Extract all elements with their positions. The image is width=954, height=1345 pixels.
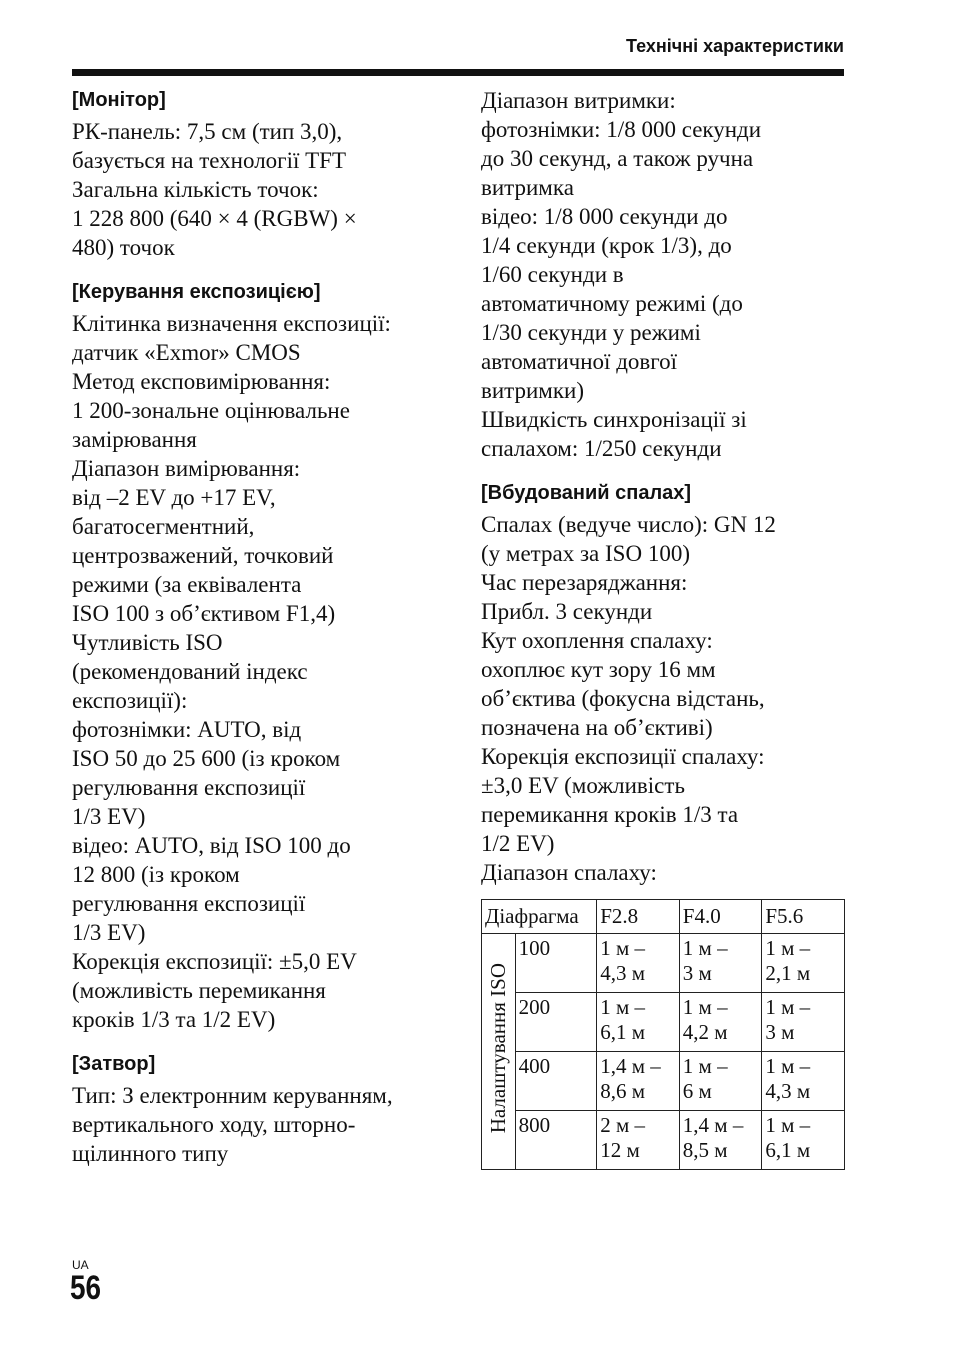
section-title-built-in-flash: [Вбудований спалах]: [481, 482, 692, 504]
header-rule: [72, 69, 844, 76]
spec-shutter-type: Тип: З електронним керуванням, вертикального ходу, шторно- щілинного типу: [72, 1083, 393, 1166]
table-cell: 1 м – 2,1 м: [762, 934, 845, 993]
table-cell: 1 м – 4,3 м: [597, 934, 680, 993]
table-iso-cell: 400: [515, 1052, 597, 1111]
table-corner-aperture: Діафрагма: [482, 900, 597, 934]
spec-shutter-speed-range: Діапазон витримки: фотознімки: 1/8 000 секунди до 30 секунд, а також ручна витримка відео: 1/8 000 секунди до 1/4 секунди (крок 1/3), до 1/60 секунди в автоматичному режимі (до 1/30 секунди у режимі автоматичної довгої витримки): [481, 88, 762, 403]
page-number: 56: [70, 1269, 102, 1307]
spec-recycle-time: Час перезаряджання: Прибл. 3 секунди: [481, 570, 688, 624]
table-row: [482, 1052, 845, 1111]
spec-flash-sync-speed: Швидкість синхронізації зі спалахом: 1/250 секунди: [481, 407, 747, 461]
table-cell: 1 м – 6 м: [679, 1052, 762, 1111]
table-cell: 1 м – 6,1 м: [762, 1111, 845, 1170]
table-cell: 1,4 м – 8,5 м: [679, 1111, 762, 1170]
section-title-exposure: [Керування експозицією]: [72, 281, 321, 303]
table-iso-cell: 800: [515, 1111, 597, 1170]
table-cell: 1 м – 6,1 м: [597, 993, 680, 1052]
spec-guide-number: Спалах (ведуче число): GN 12 (у метрах за ISO 100): [481, 512, 776, 566]
spec-exposure-compensation: Корекція експозиції: ±5,0 EV (можливість перемикання кроків 1/3 та 1/2 EV): [72, 949, 357, 1032]
spec-lcd-panel: РК-панель: 7,5 см (тип 3,0), базується на технології TFT: [72, 119, 347, 173]
spec-metering-cell: Клітинка визначення експозиції: датчик «Exmor» CMOS: [72, 311, 391, 365]
table-row-header-iso: Налаштування ISO: [482, 934, 516, 1170]
section-title-shutter: [Затвор]: [72, 1053, 156, 1075]
table-col-header: F2.8: [597, 900, 680, 934]
running-header: Технічні характеристики: [626, 36, 844, 56]
table-row: [482, 934, 845, 993]
section-title-monitor: [Монітор]: [72, 89, 166, 111]
table-col-header: F5.6: [762, 900, 845, 934]
spec-flash-compensation: Корекція експозиції спалаху: ±3,0 EV (можливість перемикання кроків 1/3 та 1/2 EV): [481, 744, 765, 856]
spec-metering-method: Метод експовимірювання: 1 200-зональне оцінювальне замірювання: [72, 369, 350, 452]
table-cell: 1 м – 3 м: [762, 993, 845, 1052]
flash-range-table: [481, 899, 845, 1170]
spec-iso-sensitivity: Чутливість ISO (рекомендований індекс експозиції): фотознімки: AUTO, від ISO 50 до 25 600 (із кроком регулювання експозиції 1/3 EV) відео: AUTO, від ISO 100 до 12 800 (із кроком регулювання експозиції 1/3 EV): [72, 630, 351, 945]
spec-flash-range-label: Діапазон спалаху:: [481, 860, 657, 885]
left-column: [72, 86, 442, 1168]
right-column: [481, 86, 844, 1170]
table-col-header: F4.0: [679, 900, 762, 934]
table-header-row: [482, 900, 845, 934]
footer-language-code: UA: [72, 1258, 89, 1272]
table-iso-cell: 200: [515, 993, 597, 1052]
table-cell: 1 м – 4,3 м: [762, 1052, 845, 1111]
table-row: [482, 993, 845, 1052]
table-cell: 1 м – 4,2 м: [679, 993, 762, 1052]
spec-total-dots: Загальна кількість точок: 1 228 800 (640 × 4 (RGBW) × 480) точок: [72, 177, 357, 260]
spec-flash-coverage: Кут охоплення спалаху: охоплює кут зору 16 мм об’єктива (фокусна відстань, позначена на об’єктиві): [481, 628, 765, 740]
table-iso-cell: 100: [515, 934, 597, 993]
spec-metering-range: Діапазон вимірювання: від –2 EV до +17 EV, багатосегментний, центрозважений, точковий режими (за еквівалента ISO 100 з об’єктивом F1,4): [72, 456, 336, 626]
table-cell: 1,4 м – 8,6 м: [597, 1052, 680, 1111]
table-row: [482, 1111, 845, 1170]
table-cell: 2 м – 12 м: [597, 1111, 680, 1170]
table-cell: 1 м – 3 м: [679, 934, 762, 993]
